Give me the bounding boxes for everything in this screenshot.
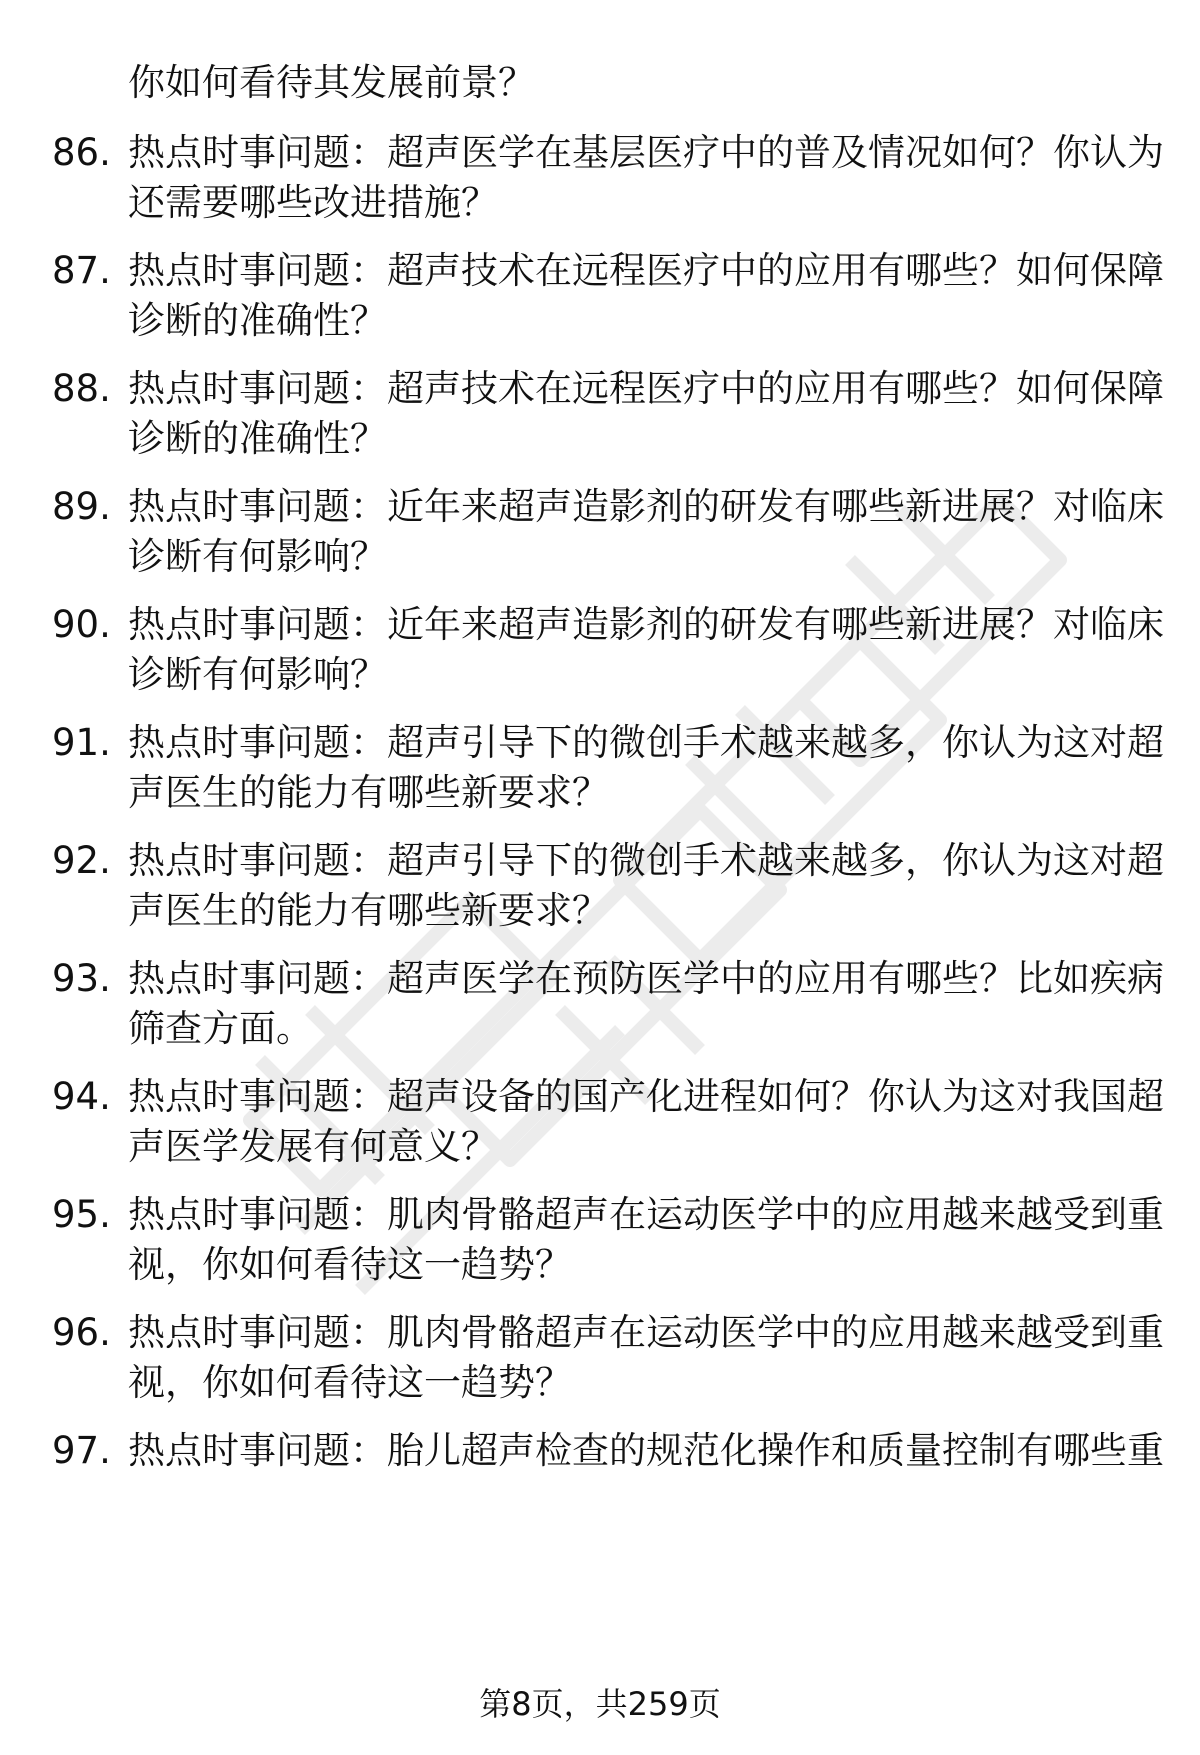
item-number: 92. [52,839,111,882]
continuation-text: 你如何看待其发展前景？ [128,61,535,104]
item-text-line-2: 视，你如何看待这一趋势？ [128,1361,572,1404]
item-text-line-2: 声医生的能力有哪些新要求？ [128,889,609,932]
item-text-line-1: 热点时事问题：近年来超声造影剂的研发有哪些新进展？对临床 [128,485,1164,528]
item-text-line-1: 热点时事问题：超声医学在基层医疗中的普及情况如何？你认为 [128,131,1164,174]
item-number: 88. [52,367,111,410]
item-text-line-2: 还需要哪些改进措施？ [128,181,498,224]
item-number: 86. [52,131,111,174]
item-text-line-1: 热点时事问题：肌肉骨骼超声在运动医学中的应用越来越受到重 [128,1193,1164,1236]
item-number: 96. [52,1311,111,1354]
item-text-line-2: 视，你如何看待这一趋势？ [128,1243,572,1286]
item-text-line-1: 热点时事问题：超声设备的国产化进程如何？你认为这对我国超 [128,1075,1164,1118]
item-number: 91. [52,721,111,764]
item-number: 97. [52,1429,111,1472]
item-text-line-1: 热点时事问题：肌肉骨骼超声在运动医学中的应用越来越受到重 [128,1311,1164,1354]
item-text-line-1: 热点时事问题：超声引导下的微创手术越来越多，你认为这对超 [128,839,1164,882]
page-footer: 第8页，共259页 [479,1685,721,1723]
item-text-line-2: 诊断有何影响？ [128,653,387,696]
item-text-line-1: 热点时事问题：胎儿超声检查的规范化操作和质量控制有哪些重 [128,1429,1164,1472]
item-number: 90. [52,603,111,646]
item-text-line-1: 热点时事问题：超声医学在预防医学中的应用有哪些？比如疾病 [128,957,1164,1000]
item-number: 94. [52,1075,111,1118]
item-text-line-1: 热点时事问题：近年来超声造影剂的研发有哪些新进展？对临床 [128,603,1164,646]
item-text-line-2: 声医生的能力有哪些新要求？ [128,771,609,814]
item-text-line-1: 热点时事问题：超声技术在远程医疗中的应用有哪些？如何保障 [128,367,1164,410]
item-text-line-1: 热点时事问题：超声引导下的微创手术越来越多，你认为这对超 [128,721,1164,764]
item-text-line-2: 诊断的准确性？ [128,299,387,342]
item-number: 95. [52,1193,111,1236]
item-text-line-2: 筛查方面。 [128,1007,313,1050]
item-text-line-2: 诊断有何影响？ [128,535,387,578]
item-number: 93. [52,957,111,1000]
item-number: 87. [52,249,111,292]
item-text-line-2: 诊断的准确性？ [128,417,387,460]
item-number: 89. [52,485,111,528]
item-text-line-1: 热点时事问题：超声技术在远程医疗中的应用有哪些？如何保障 [128,249,1164,292]
item-text-line-2: 声医学发展有何意义？ [128,1125,498,1168]
